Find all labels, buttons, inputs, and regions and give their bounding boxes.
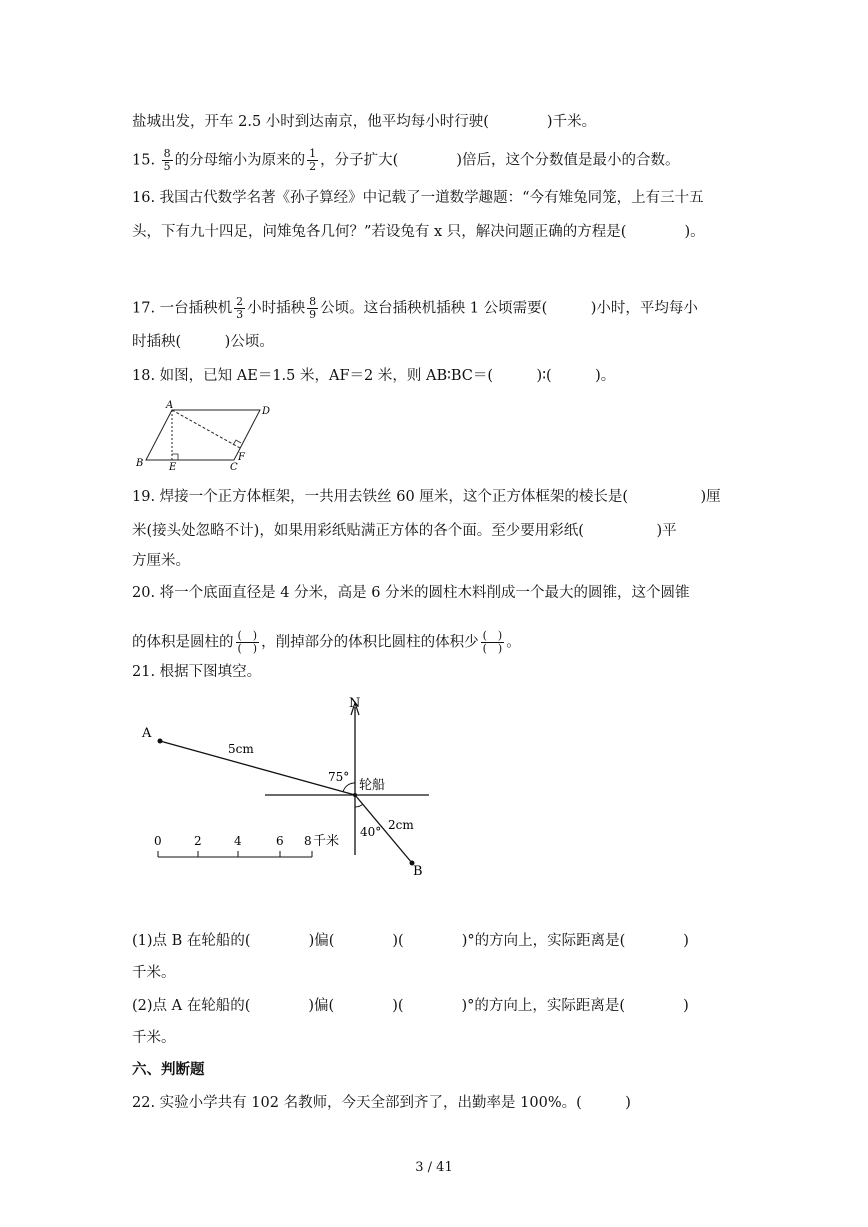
- label-F: F: [238, 452, 245, 463]
- question-20-line1: 20. 将一个底面直径是 4 分米，高是 6 分米的圆柱木料削成一个最大的圆锥，这个圆锥: [132, 585, 690, 601]
- section-heading-judgement: 六、判断题: [132, 1061, 205, 1078]
- ship-label: 轮船: [359, 778, 386, 793]
- question-14-tail: 盐城出发，开车 2.5 小时到达南京，他平均每小时行驶( )千米。: [132, 114, 597, 130]
- q15-text-a: 的分母缩小为原来的: [174, 152, 306, 169]
- scale-unit: 千米: [313, 834, 340, 849]
- label-A: A: [166, 400, 174, 411]
- question-16-line2: 头，下有九十四足，问雉兔各几何？”若设兔有 x 只，解决问题正确的方程是( )。: [132, 224, 705, 240]
- north-label: N: [349, 696, 361, 711]
- scale-tick-0: 0: [154, 834, 162, 848]
- q17-text-a: 17. 一台插秧机: [132, 300, 233, 317]
- scale-tick-6: 6: [276, 834, 284, 848]
- q17-text-b: 小时插秧: [247, 300, 306, 317]
- q17-text-c: 公顷。这台插秧机插秧 1 公顷需要( )小时，平均每小: [320, 300, 698, 317]
- question-21: 21. 根据下图填空。: [132, 664, 262, 680]
- question-20-line2: [132, 630, 521, 655]
- fraction-8-9: $\frac{8}{9}$: [309, 295, 317, 321]
- question-17-line2: 时插秧( )公顷。: [132, 334, 274, 350]
- question-16-line1: 16. 我国古代数学名著《孙子算经》中记载了一道数学趣题：“今有雉兔同笼，上有三十五: [132, 190, 704, 206]
- label-D: D: [262, 406, 271, 417]
- angle-75-label: 75°: [328, 770, 350, 784]
- scale-tick-2: 2: [194, 834, 202, 848]
- question-17-line1: [132, 296, 698, 321]
- distance-B-label: 2cm: [388, 818, 414, 832]
- fraction-8-5: $\frac{8}{5}$: [163, 147, 171, 173]
- question-21-1-line1: (1)点 B 在轮船的( )偏( )( )°的方向上，实际距离是( ): [132, 933, 689, 949]
- point-A-label: A: [142, 726, 152, 741]
- label-B: B: [136, 458, 144, 469]
- question-21-2-line1: (2)点 A 在轮船的( )偏( )( )°的方向上，实际距离是( ): [132, 998, 689, 1014]
- fraction-1-2: $\frac{1}{2}$: [309, 147, 317, 173]
- question-19-line2: 米(接头处忽略不计)，如果用彩纸贴满正方体的各个面。至少要用彩纸( )平: [132, 523, 677, 539]
- blank-fraction-2: $\frac{( )}{( )}$: [482, 629, 503, 655]
- q20-text-a: 的体积是圆柱的: [132, 634, 234, 651]
- question-21-2-line2: 千米。: [132, 1030, 176, 1046]
- compass-diagram: [132, 695, 442, 885]
- page-number: 3 / 41: [415, 1160, 453, 1175]
- question-21-1-line2: 千米。: [132, 965, 176, 981]
- scale-tick-4: 4: [234, 834, 242, 848]
- distance-A-label: 5cm: [228, 742, 254, 756]
- parallelogram-figure: [132, 398, 282, 474]
- question-19-line1: 19. 焊接一个正方体框架，一共用去铁丝 60 厘米，这个正方体框架的棱长是( )厘: [132, 489, 721, 505]
- q15-number: 15.: [132, 152, 156, 169]
- scale-tick-8: 8: [304, 834, 312, 848]
- point-B-label: B: [413, 864, 423, 879]
- angle-40-label: 40°: [360, 825, 382, 839]
- fraction-2-3: $\frac{2}{3}$: [236, 295, 244, 321]
- label-C: C: [230, 462, 238, 473]
- label-E: E: [169, 462, 177, 473]
- blank-fraction-1: $\frac{( )}{( )}$: [237, 629, 258, 655]
- q20-text-b: ，削掉部分的体积比圆柱的体积少: [261, 634, 479, 651]
- q20-text-c: 。: [506, 634, 521, 651]
- question-19-line3: 方厘米。: [132, 553, 190, 569]
- q15-text-b: ，分子扩大( )倍后，这个分数值是最小的合数。: [320, 152, 680, 169]
- question-15: [132, 148, 679, 173]
- question-18: 18. 如图，已知 AE＝1.5 米，AF＝2 米，则 AB∶BC＝( )∶( )。: [132, 368, 616, 384]
- question-22: 22. 实验小学共有 102 名教师，今天全部到齐了，出勤率是 100%。( ): [132, 1095, 631, 1111]
